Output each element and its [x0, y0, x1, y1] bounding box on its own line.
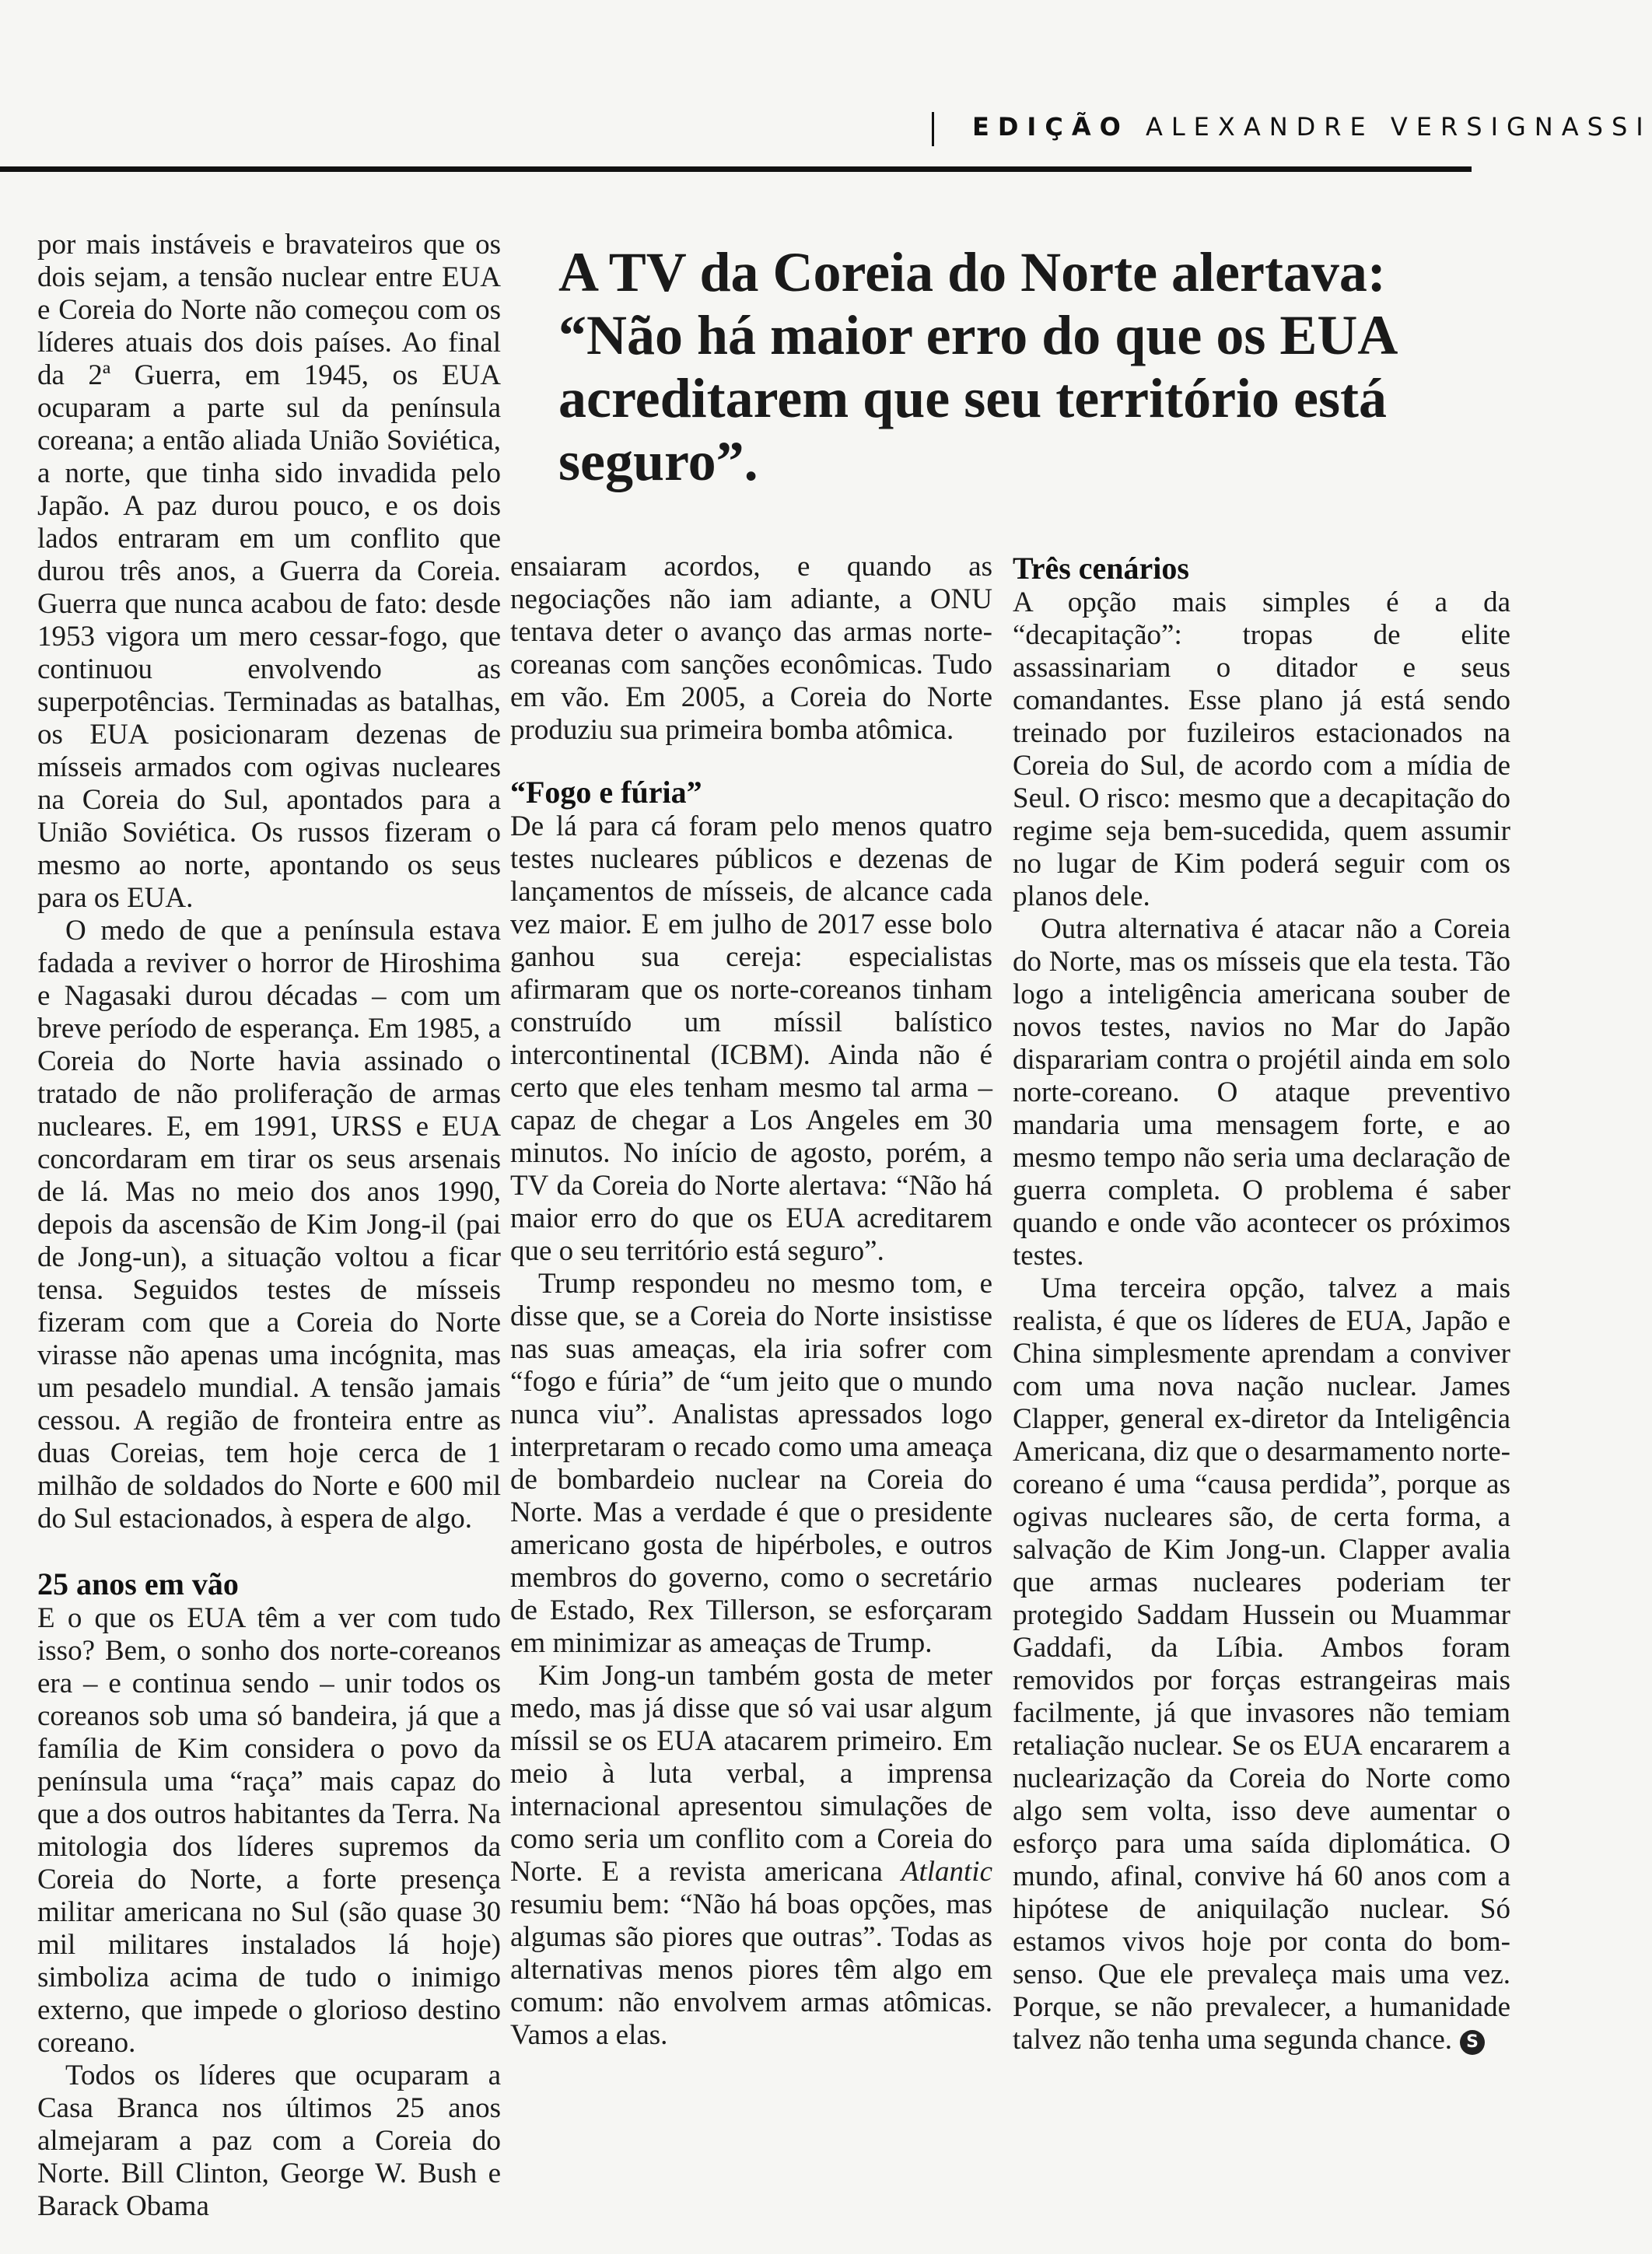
- header-separator: [932, 112, 934, 146]
- paragraph: De lá para cá foram pelo menos quatro testes nucleares públicos e dezenas de lançamentos de mísseis, de alcance cada vez maior. E em julho de 2017 esse bolo ganhou sua cereja: especialistas afirmaram que os norte-coreanos tinham construído um míssil balístico intercontinental (ICBM). Ainda não é certo que eles tenham mesmo tal arma – capaz de chegar a Los Angeles em 30 minutos. No início de agosto, porém, a TV da Coreia do Norte alertava: “Não há maior erro do que os EUA acreditarem que o seu território está seguro”.: [510, 810, 992, 1267]
- paragraph: ensaiaram acordos, e quando as negociações não iam adiante, a ONU tentava deter o avanço das armas norte-coreanas com sanções econômicas. Tudo em vão. Em 2005, a Coreia do Norte produziu sua primeira bomba atômica.: [510, 551, 992, 746]
- section-heading: Três cenários: [1013, 551, 1189, 586]
- paragraph-text: Uma terceira opção, talvez a mais realista, é que os líderes de EUA, Japão e China simplesmente aprendam a conviver com uma nova nação nuclear. James Clapper, general ex-diretor da Inteligência Americana, diz que o desarmamento norte-coreano é uma “causa perdida”, porque as ogivas nucleares são, de certa forma, a salvação de Kim Jong-un. Clapper avalia que armas nucleares poderiam ter protegido Saddam Hussein ou Muammar Gaddafi, da Líbia. Ambos foram removidos por forças estrangeiras mais facilmente, já que invasores não temiam retaliação nuclear. Se os EUA encararem a nuclearização da Coreia do Norte como algo sem volta, isso deve aumentar o esforço para uma saída diplomática. O mundo, afinal, convive há 60 anos com a hipótese de aniquilação nuclear. Só estamos vivos hoje por conta do bom-senso. Que ele prevaleça mais uma vez. Porque, se não prevalecer, a humanidade talvez não tenha uma segunda chance.: [1013, 1272, 1510, 2056]
- header-rule: [0, 166, 1472, 172]
- paragraph: por mais instáveis e bravateiros que os dois sejam, a tensão nuclear entre EUA e Coreia do Norte não começou com os líderes atuais dos dois países. Ao final da 2ª Guerra, em 1945, os EUA ocuparam a parte sul da península coreana; a então aliada União Soviética, a norte, que tinha sido invadida pelo Japão. A paz durou pouco, e os dois lados entraram em um conflito que durou três anos, a Guerra da Coreia. Guerra que nunca acabou de fato: desde 1953 vigora um mero cessar-fogo, que continuou envolvendo as superpotências. Terminadas as batalhas, os EUA posicionaram dezenas de mísseis armados com ogivas nucleares na Coreia do Sul, apontados para a União Soviética. Os russos fizeram o mesmo ao norte, apontando os seus para os EUA.: [37, 229, 501, 914]
- column-1: [37, 229, 501, 2223]
- paragraph: Todos os líderes que ocuparam a Casa Branca nos últimos 25 anos almejaram a paz com a Coreia do Norte. Bill Clinton, George W. Bush e Barack Obama: [37, 2060, 501, 2222]
- paragraph: E o que os EUA têm a ver com tudo isso? Bem, o sonho dos norte-coreanos era – e continua sendo – unir todos os coreanos sob uma só bandeira, já que a família de Kim considera o povo da península uma “raça” mais capaz do que a dos outros habitantes da Terra. Na mitologia dos líderes supremos da Coreia do Norte, a forte presença militar americana no Sul (são quase 30 mil militares instalados lá hoje) simboliza acima de tudo o inimigo externo, que impede o glorioso destino coreano.: [37, 1602, 501, 2059]
- pull-quote: A TV da Coreia do Norte alertava: “Não há maior erro do que os EUA acreditarem que seu território está seguro”.: [558, 241, 1395, 492]
- column-2: [510, 551, 992, 2052]
- header-text: [972, 112, 1652, 142]
- paragraph: [510, 1660, 992, 2052]
- paragraph: A opção mais simples é a da “decapitação”: tropas de elite assassinariam o ditador e seus comandantes. Esse plano já está sendo treinado por fuzileiros estacionados na Coreia do Sul, de acordo com a mídia de Seul. O risco: mesmo que a decapitação do regime seja bem-sucedida, quem assumir no lugar de Kim poderá seguir com os planos dele.: [1013, 586, 1510, 912]
- column-3: [1013, 551, 1510, 2056]
- page-header: [932, 109, 1652, 157]
- paragraph-text: resumiu bem: “Não há boas opções, mas algumas são piores que outras”. Todas as alternativas menos piores têm algo em comum: não envolvem armas atômicas. Vamos a elas.: [510, 1888, 992, 2051]
- paragraph: [1013, 1272, 1510, 2056]
- paragraph: Outra alternativa é atacar não a Coreia do Norte, mas os mísseis que ela testa. Tão logo a inteligência americana souber de novos testes, navios no Mar do Japão disparariam contra o projétil ainda em solo norte-coreano. O ataque preventivo mandaria uma mensagem forte, e ao mesmo tempo não seria uma declaração de guerra completa. O problema é saber quando e onde vão acontecer os próximos testes.: [1013, 913, 1510, 1272]
- paragraph: Trump respondeu no mesmo tom, e disse que, se a Coreia do Norte insistisse nas suas ameaças, ela iria sofrer com “fogo e fúria” de “um jeito que o mundo nunca viu”. Analistas apressados logo interpretaram o recado como uma ameaça de bombardeio nuclear na Coreia do Norte. Mas a verdade é que o presidente americano gosta de hipérboles, e outros membros do governo, como o secretário de Estado, Rex Tillerson, se esforçaram em minimizar as ameaças de Trump.: [510, 1268, 992, 1659]
- paragraph: O medo de que a península estava fadada a reviver o horror de Hiroshima e Nagasaki durou décadas – com um breve período de esperança. Em 1985, a Coreia do Norte havia assinado o tratado de não proliferação de armas nucleares. E, em 1991, URSS e EUA concordaram em tirar os seus arsenais de lá. Mas no meio dos anos 1990, depois da ascensão de Kim Jong-il (pai de Jong-un), a situação voltou a ficar tensa. Seguidos testes de mísseis fizeram com que a Coreia do Norte virasse não apenas uma incógnita, mas um pesadelo mundial. A tensão jamais cessou. A região de fronteira entre as duas Coreias, tem hoje cerca de 1 milhão de soldados do Norte e 600 mil do Sul estacionados, à espera de algo.: [37, 915, 501, 1535]
- end-mark-icon: S: [1460, 2030, 1485, 2055]
- edition-label: EDIÇÃO: [972, 112, 1129, 142]
- editor-name: ALEXANDRE VERSIGNASSI: [1145, 112, 1652, 142]
- magazine-name: Atlantic: [901, 1856, 992, 1888]
- section-heading: 25 anos em vão: [37, 1566, 239, 1601]
- paragraph-text: Kim Jong-un também gosta de meter medo, mas já disse que só vai usar algum míssil se os EUA atacarem primeiro. Em meio à luta verbal, a imprensa internacional apresentou simulações de como seria um conflito com a Coreia do Norte. E a revista americana: [510, 1660, 992, 1888]
- section-heading: “Fogo e fúria”: [510, 775, 702, 810]
